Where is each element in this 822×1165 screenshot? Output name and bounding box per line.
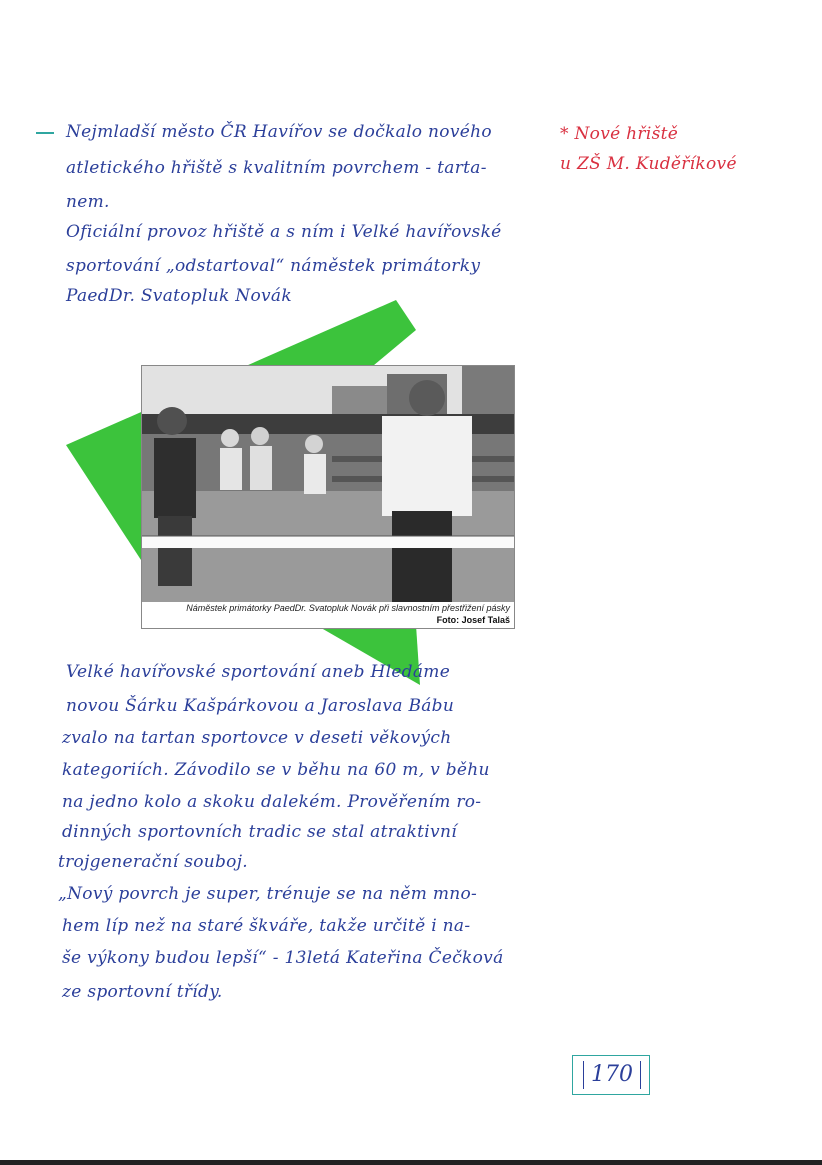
p2-line-1: Velké havířovské sportování aneb Hledáme	[66, 662, 451, 682]
p2-line-5: na jedno kolo a skoku dalekém. Prověřením ro-	[62, 792, 482, 812]
photo-ribbon-cutting	[142, 366, 514, 602]
p1-line-6: PaedDr. Svatopluk Novák	[66, 286, 292, 306]
bottom-edge	[0, 1160, 822, 1165]
p1-line-4: Oficiální provoz hřiště a s ním i Velké havířovské	[66, 222, 502, 242]
p2-line-8: „Nový povrch je super, trénuje se na něm mno-	[58, 884, 478, 904]
p2-line-9: hem líp než na staré škváře, takže určitě i na-	[62, 916, 471, 936]
p2-line-3: zvalo na tartan sportovce v deseti věkových	[62, 728, 452, 748]
p1-line-2: atletického hřiště s kvalitním povrchem - tarta-	[66, 158, 487, 178]
page-number: 170	[583, 1061, 641, 1089]
newspaper-photo-clipping	[141, 365, 515, 629]
margin-note-line-1: * Nové hřiště	[560, 124, 679, 144]
p2-line-11: ze sportovní třídy.	[62, 982, 223, 1002]
photo-credit: Foto: Josef Talaš	[436, 615, 510, 625]
photo-caption: Náměstek primátorky PaedDr. Svatopluk Novák při slavnostním přestřižení pásky	[186, 603, 510, 613]
margin-note-line-2: u ZŠ M. Kuděříkové	[560, 154, 737, 174]
p1-line-3: nem.	[66, 192, 110, 212]
p2-line-10: še výkony budou lepší“ - 13letá Kateřina Čečková	[62, 948, 504, 968]
p2-line-4: kategoriích. Závodilo se v běhu na 60 m, v běhu	[62, 760, 490, 780]
p1-line-5: sportování „odstartoval“ náměstek primátorky	[66, 256, 481, 276]
page-number-box	[572, 1055, 650, 1095]
p2-line-2: novou Šárku Kašpárkovou a Jaroslava Bábu	[66, 696, 455, 716]
p2-line-7: trojgenerační souboj.	[58, 852, 248, 872]
bullet-dash	[36, 132, 54, 134]
p2-line-6: dinných sportovních tradic se stal atraktivní	[62, 822, 457, 842]
p1-line-1: Nejmladší město ČR Havířov se dočkalo nového	[66, 122, 492, 142]
